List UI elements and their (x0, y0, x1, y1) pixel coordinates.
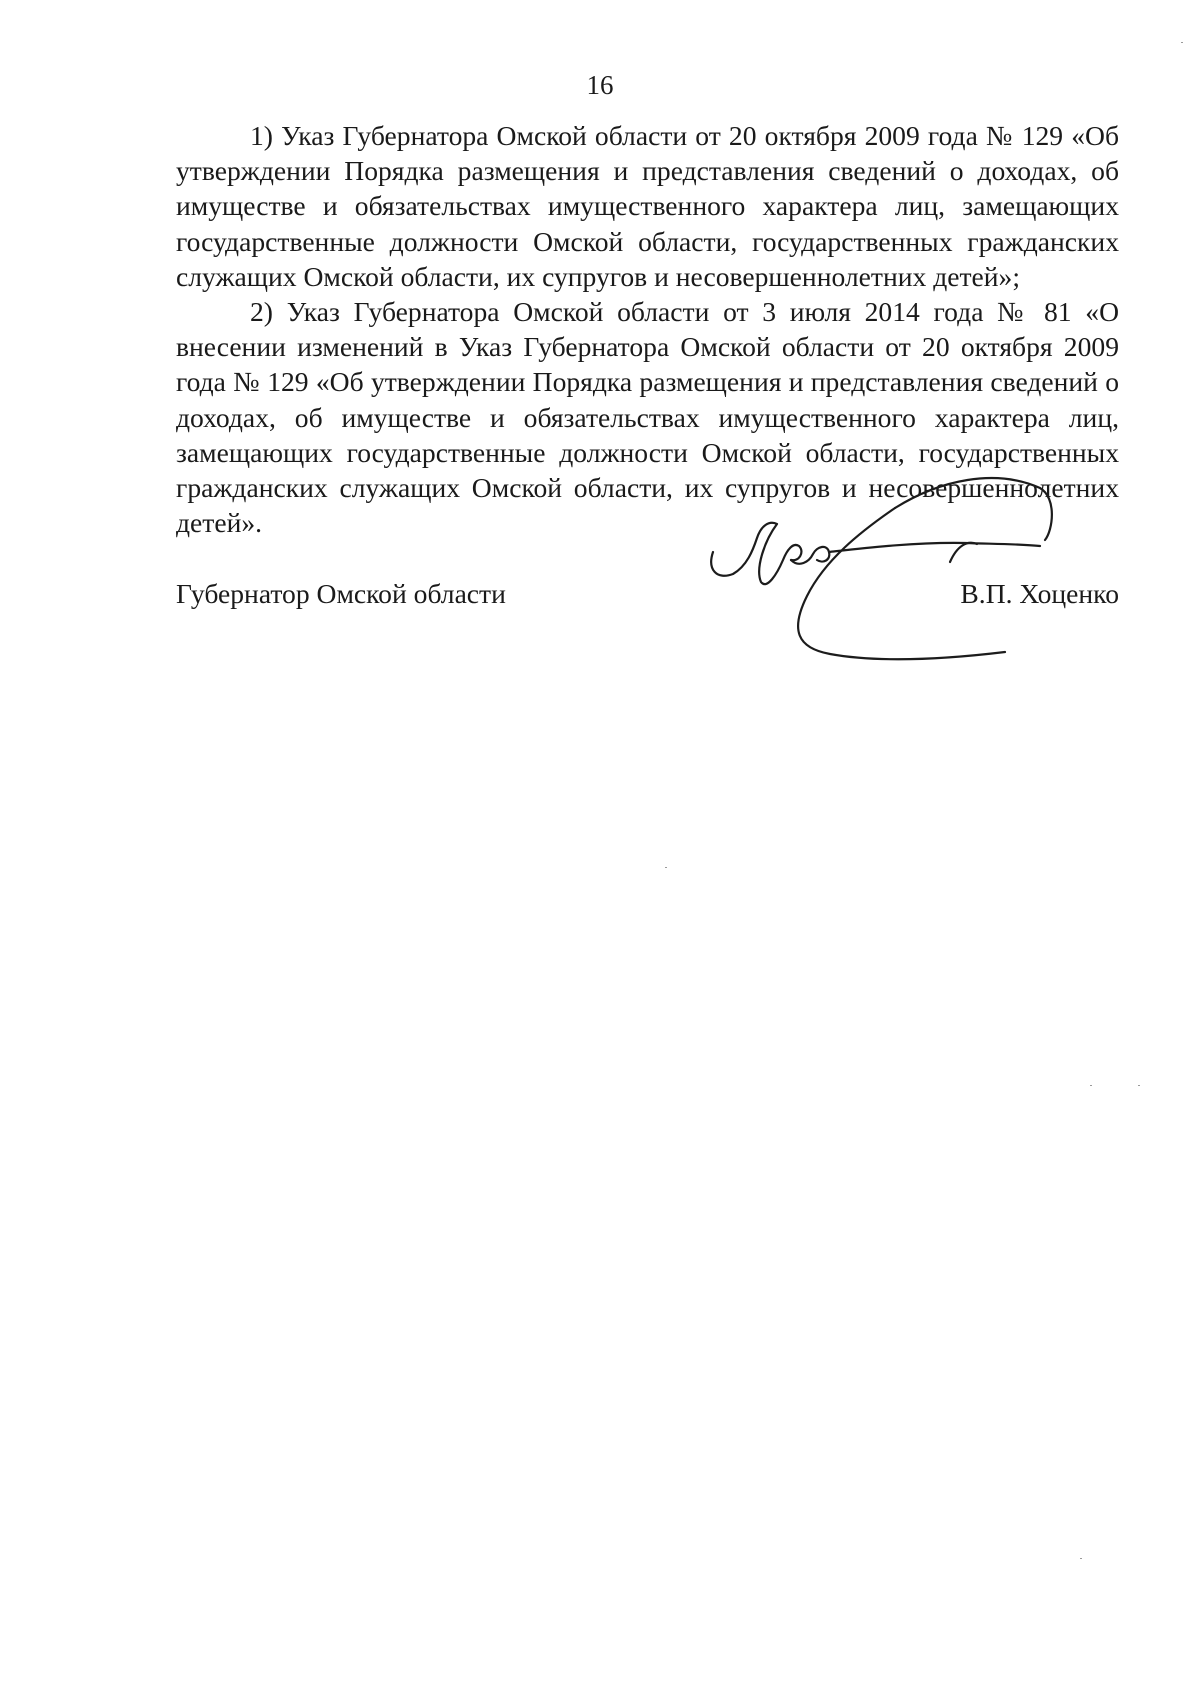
signer-name: В.П. Хоценко (960, 578, 1119, 609)
page-number: 16 (586, 70, 614, 100)
scan-artifact (1138, 1085, 1140, 1086)
scan-artifact (665, 867, 667, 868)
handwritten-signature (695, 470, 1075, 670)
signer-position: Губернатор Омской области (176, 578, 506, 609)
scan-artifact (1080, 1558, 1082, 1559)
paragraph-1: 1) Указ Губернатора Омской области от 20 октября 2009 года № 129 «Об утверждении Порядка размещения и представления сведений о доходах, об имуществе и обязательствах имущественного характера лиц, замещающих государственные должности Омской области, государственных гражданских служащих Омской области, их супругов и несовершеннолетних детей»; (176, 120, 1119, 292)
scan-artifact (1181, 42, 1183, 43)
scan-artifact (1090, 1085, 1092, 1086)
paragraph-2: 2) Указ Губернатора Омской области от 3 июля 2014 года № 81 «О внесении изменений в Указ Губернатора Омской области от 20 октября 2009 года № 129 «Об утверждении Порядка размещения и представления сведений о доходах, об имуществе и обязательствах имущественного характера лиц, замещающих государственные должности Омской области, государственных гражданских служащих Омской области, их супругов и несовершеннолетних детей». (176, 296, 1119, 539)
